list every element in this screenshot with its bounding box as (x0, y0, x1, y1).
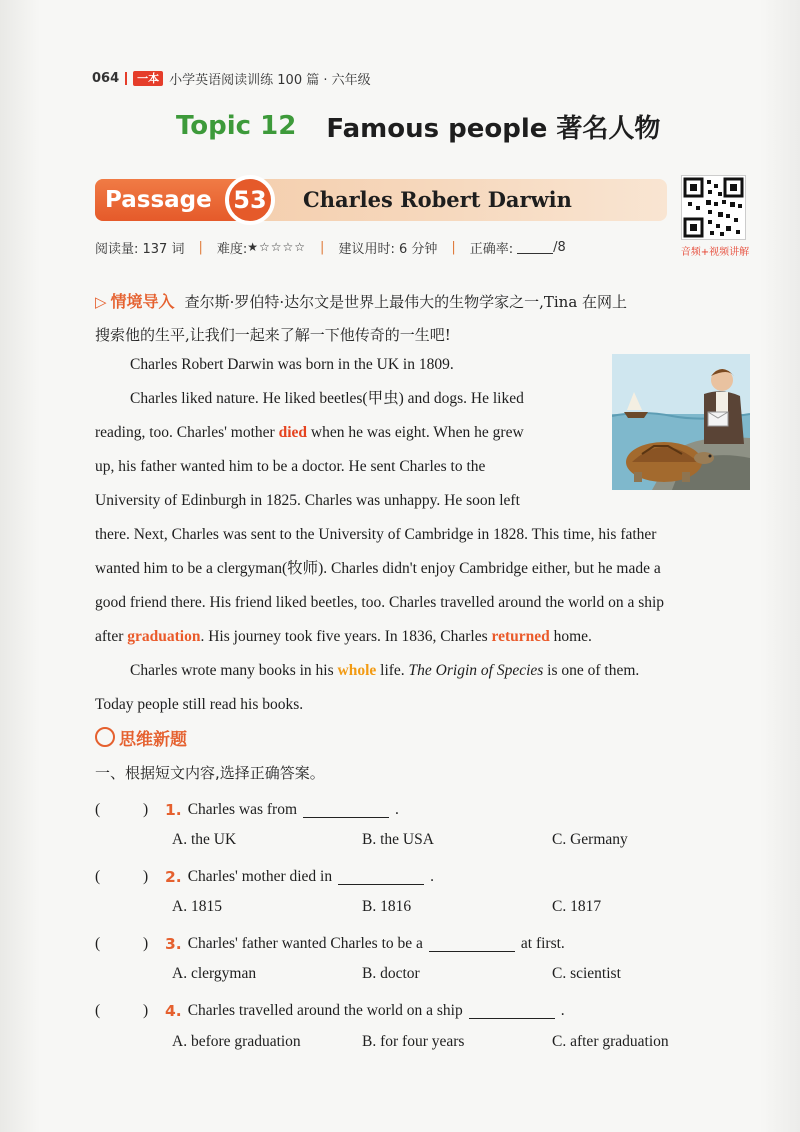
darwin-tortoise-illustration (612, 354, 750, 490)
section-heading (95, 724, 187, 750)
option-c[interactable]: C. Germany (552, 831, 628, 848)
answer-blank[interactable] (303, 802, 389, 818)
pencil-icon (95, 727, 115, 747)
vocab-graduation: graduation (127, 628, 201, 645)
scenario-intro (95, 285, 755, 352)
story-line (130, 654, 639, 688)
option-b[interactable]: B. the USA (362, 831, 434, 848)
question-text-end: . (395, 801, 399, 818)
answer-paren-open[interactable]: ( (95, 1002, 101, 1019)
story-line (95, 416, 524, 450)
qr-caption: 音频+视频讲解 (680, 247, 750, 258)
vocab-died: died (278, 424, 308, 441)
difficulty-stars: ★☆☆☆☆ (247, 240, 307, 254)
question-number: 1. (165, 801, 182, 819)
options-2 (172, 898, 732, 922)
passage-label: Passage (95, 179, 245, 221)
intro-line-1: 查尔斯·罗伯特·达尔文是世界上最伟大的生物学家之一,Tina 在网上 (184, 293, 628, 311)
meta-separator: | (198, 239, 203, 255)
qr-code-icon[interactable] (681, 175, 746, 240)
question-2 (95, 865, 755, 889)
meta-separator: | (320, 239, 325, 255)
story-text: is one of them. (543, 662, 640, 679)
question-text: Charles' mother died in (187, 868, 333, 885)
passage-banner (95, 179, 667, 221)
suggested-time: 建议用时: 6 分钟 (338, 241, 438, 257)
story-paragraph-1: Charles Robert Darwin was born in the UK in 1809. (130, 356, 454, 373)
question-text-end: . (430, 868, 434, 885)
story-line: there. Next, Charles was sent to the University of Cambridge in 1828. This time, his father (95, 526, 657, 543)
brand-logo: 一本 (133, 71, 163, 86)
question-number: 2. (165, 868, 182, 886)
exercise-instruction: 一、根据短文内容,选择正确答案。 (95, 764, 325, 782)
difficulty-label: 难度: (216, 241, 248, 257)
question-text-end: . (560, 1002, 565, 1019)
story-text: reading, too. Charles' mother (95, 424, 279, 441)
page-number: 064 (92, 70, 120, 86)
accuracy-blank[interactable] (517, 240, 553, 254)
intro-tag: 情境导入 (110, 292, 175, 311)
question-1 (95, 798, 755, 822)
answer-blank[interactable] (429, 936, 515, 952)
question-text: Charles was from (187, 801, 298, 818)
question-text-end: at first. (520, 935, 565, 952)
meta-separator: | (451, 239, 456, 255)
answer-blank[interactable] (469, 1003, 555, 1019)
section-title-text: 思维新题 (119, 729, 187, 750)
question-text: Charles' father wanted Charles to be a (187, 935, 423, 952)
passage-number: 53 (225, 175, 275, 225)
option-b[interactable]: B. for four years (362, 1033, 465, 1050)
answer-paren-close: ) (143, 868, 149, 885)
answer-paren-open[interactable]: ( (95, 868, 101, 885)
story-line: Charles liked nature. He liked beetles(甲虫) and dogs. He liked (130, 390, 524, 407)
question-3 (95, 932, 755, 956)
option-c[interactable]: C. after graduation (552, 1033, 669, 1050)
options-3 (172, 965, 732, 989)
topic-number: Topic 12 (176, 111, 297, 141)
story-text: Charles wrote many books in his (130, 662, 338, 679)
answer-paren-close: ) (143, 801, 149, 818)
story-line: up, his father wanted him to be a doctor. He sent Charles to the (95, 458, 486, 475)
page-header (92, 68, 371, 88)
option-b[interactable]: B. doctor (362, 965, 420, 982)
answer-paren-open[interactable]: ( (95, 935, 101, 952)
question-text: Charles travelled around the world on a ship (187, 1002, 463, 1019)
story-text: after (95, 628, 128, 645)
story-text: when he was eight. When he grew (307, 424, 524, 441)
story-line: Today people still read his books. (95, 696, 304, 713)
story-text: . His journey took five years. In 1836, Charles (200, 628, 492, 645)
answer-paren-close: ) (143, 935, 149, 952)
story-line: University of Edinburgh in 1825. Charles was unhappy. He soon left (95, 492, 520, 509)
vocab-whole: whole (337, 662, 377, 679)
story-line (95, 620, 592, 654)
option-a[interactable]: A. before graduation (172, 1033, 301, 1050)
triangle-icon: ▷ (95, 293, 107, 311)
topic-heading (176, 106, 660, 146)
accuracy-label: 正确率: (469, 241, 514, 257)
answer-paren-open[interactable]: ( (95, 801, 101, 818)
option-c[interactable]: C. 1817 (552, 898, 602, 915)
option-b[interactable]: B. 1816 (362, 898, 412, 915)
vocab-returned: returned (491, 628, 550, 645)
book-title-origin: The Origin of Species (408, 662, 544, 679)
book-title: 小学英语阅读训练 100 篇 · 六年级 (169, 72, 371, 88)
question-number: 4. (165, 1002, 182, 1020)
option-a[interactable]: A. clergyman (172, 965, 257, 982)
intro-line-2: 搜索他的生平,让我们一起来了解一下他传奇的一生吧! (95, 326, 451, 344)
header-divider (125, 72, 127, 85)
passage-title: Charles Robert Darwin (303, 187, 572, 212)
options-1 (172, 831, 732, 855)
option-c[interactable]: C. scientist (552, 965, 621, 982)
story-line: wanted him to be a clergyman(牧师). Charles didn't enjoy Cambridge either, but he made a (95, 560, 661, 577)
answer-blank[interactable] (338, 869, 424, 885)
option-a[interactable]: A. the UK (172, 831, 237, 848)
reading-meta (95, 237, 566, 257)
question-number: 3. (165, 935, 182, 953)
story-line: good friend there. His friend liked beetles, too. Charles travelled around the world on a ship (95, 594, 665, 611)
answer-paren-close: ) (143, 1002, 149, 1019)
story-text: life. (376, 662, 409, 679)
options-4 (172, 1033, 732, 1057)
word-count: 阅读量: 137 词 (95, 241, 185, 257)
story-text: home. (549, 628, 592, 645)
topic-name: Famous people 著名人物 (326, 113, 661, 144)
option-a[interactable]: A. 1815 (172, 898, 222, 915)
accuracy-total: /8 (553, 239, 566, 255)
question-4 (95, 999, 755, 1023)
